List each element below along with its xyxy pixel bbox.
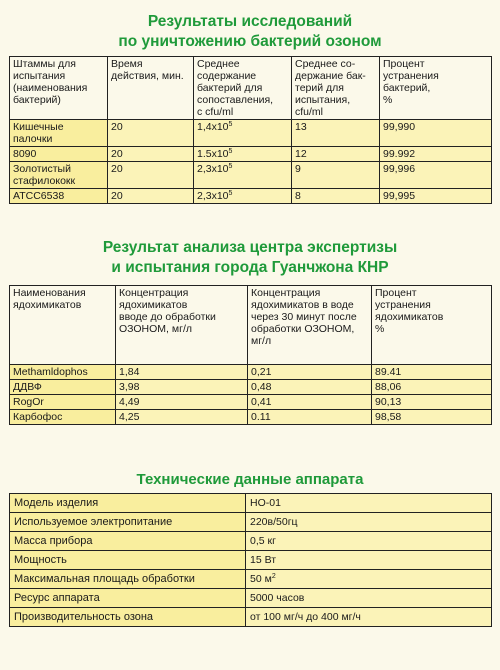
header-cell: Время действия, мин. <box>108 57 194 120</box>
table-header-row <box>10 57 492 120</box>
section1-title-line2: по уничтожению бактерий озоном <box>118 33 382 50</box>
pesticide-results-table <box>9 285 492 425</box>
header-cell: Процент устранения бактерий, % <box>380 57 492 120</box>
header-cell: Штаммы для испытания (наименования бактерий) <box>10 57 108 120</box>
header-cell: Среднее со- держание бак- терий для испытания, cfu/ml <box>292 57 380 120</box>
table-row: Карбофос 4,25 0.11 98,58 <box>10 410 492 425</box>
table-row: ДДВФ 3,98 0,48 88,06 <box>10 380 492 395</box>
table-row: Модель изделия НО-01 <box>10 494 492 513</box>
table-row: Мощность 15 Вт <box>10 551 492 570</box>
table-row: 8090 20 $1.5x10^5$ 12 99.992 <box>10 147 492 162</box>
header-cell: Процент устранения ядохимикатов % <box>372 286 492 365</box>
section2-title-line1: Результат анализа центра экспертизы <box>102 239 398 256</box>
section1-title <box>0 12 500 52</box>
technical-specs-table <box>9 493 492 627</box>
bacteria-results-table <box>9 56 492 204</box>
section2-title <box>0 238 500 278</box>
table-header-row <box>10 286 492 365</box>
table-row: RogOr 4,49 0,41 90,13 <box>10 395 492 410</box>
section3-title: Технические данные аппарата <box>136 471 364 488</box>
table-row: Максимальная площадь обработки 50 $м^2$ <box>10 570 492 589</box>
table-row: Масса прибора 0,5 кг <box>10 532 492 551</box>
table-row: Кишечные палочки 20 $1,4x10^5$ 13 99,990 <box>10 120 492 147</box>
table-row: Methamldophos 1,84 0,21 89.41 <box>10 365 492 380</box>
header-cell: Наименования ядохимикатов <box>10 286 116 365</box>
table-row: Используемое электропитание 220в/50гц <box>10 513 492 532</box>
header-cell: Среднее содержание бактерий для сопоставления, с cfu/ml <box>194 57 292 120</box>
header-cell: Концентрация ядохимикатов вводе до обработки ОЗОНОМ, мг/л <box>116 286 248 365</box>
table-row: Производительность озона от 100 мг/ч до 400 мг/ч <box>10 608 492 627</box>
section2-title-line2: и испытания города Гуанчжона КНР <box>111 259 389 276</box>
table-row: Золотистый стафилококк 20 $2,3x10^5$ 9 99,996 <box>10 162 492 189</box>
table-row: Ресурс аппарата 5000 часов <box>10 589 492 608</box>
header-cell: Концентрация ядохимикатов в воде через 30 минут после обработки ОЗОНОМ, мг/л <box>248 286 372 365</box>
table-row: ATCC6538 20 $2,3x10^5$ 8 99,995 <box>10 189 492 204</box>
section1-title-line1: Результаты исследований <box>147 13 353 30</box>
